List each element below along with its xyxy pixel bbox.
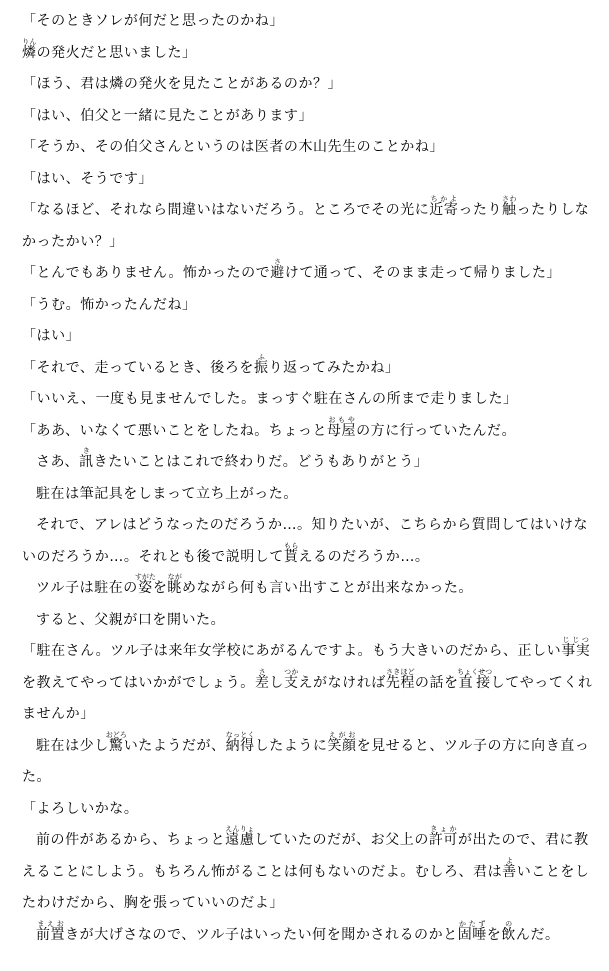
text-run: を教えてやってはいかがでしょう。 <box>22 674 255 691</box>
paragraph <box>22 384 595 416</box>
ruby-base: 善 <box>502 863 517 880</box>
ruby-reading: まえお <box>36 919 66 928</box>
ruby-reading: よ <box>502 856 517 865</box>
ruby-base: 驚 <box>105 737 127 754</box>
ruby-base: 眺 <box>167 580 182 596</box>
ruby-annotated-word <box>36 919 66 943</box>
paragraph <box>22 101 595 133</box>
ruby-base: 母屋 <box>327 422 357 439</box>
ruby-reading: りん <box>22 37 37 46</box>
text-run: してやってくれませんか」 <box>22 674 593 722</box>
ruby-reading: もら <box>283 541 299 550</box>
text-run: 「うむ。怖かったんだね」 <box>22 296 197 313</box>
text-run: 駐在は筆記具をしまって立ち上がった。 <box>36 485 298 502</box>
ruby-reading: ちょくせつ <box>457 667 493 676</box>
ruby-base: 前置 <box>36 926 66 943</box>
text-run: 「とんでもありません。怖かったので <box>22 265 271 281</box>
text-run: 「はい」 <box>22 328 81 344</box>
ruby-reading: ふ <box>253 352 269 361</box>
ruby-base: 姿 <box>134 580 156 596</box>
text-run: 「それで、走っているとき、後ろを <box>22 359 254 376</box>
ruby-reading: さきほど <box>385 667 415 676</box>
ruby-reading: すがた <box>134 573 156 581</box>
text-run: ツル子は駐在の <box>36 580 138 596</box>
paragraph <box>22 794 595 826</box>
text-run: し <box>269 674 284 691</box>
story-text <box>22 6 595 951</box>
paragraph <box>22 6 595 38</box>
text-run: 「ああ、いなくて悪いことをしたね。ちょっと <box>22 422 327 439</box>
ruby-annotated-word <box>428 825 458 848</box>
ruby-reading: なが <box>167 573 182 581</box>
text-run: 前の件があるから、ちょっと <box>36 832 226 848</box>
text-run: きたいことはこれで終わりだ。どうもありがとう」 <box>93 454 429 470</box>
paragraph <box>22 510 595 573</box>
ruby-annotated-word <box>502 856 517 880</box>
text-run: さあ、 <box>36 454 80 470</box>
text-run: り返ってみたかね」 <box>268 359 400 376</box>
paragraph <box>22 69 595 101</box>
text-run: 「駐在さん。ツル子は来年女学校にあがるんですよ。もう大きいのだから、正しい <box>22 643 562 659</box>
ruby-annotated-word <box>327 730 357 754</box>
ruby-annotated-word <box>561 636 591 659</box>
ruby-annotated-word <box>502 195 517 218</box>
paragraph <box>22 195 595 258</box>
text-run: を見せると、ツル子の方に向き直った。 <box>22 737 590 785</box>
ruby-reading: き <box>79 447 94 455</box>
ruby-base: 先程 <box>385 674 415 691</box>
ruby-base: 燐 <box>22 44 37 61</box>
ruby-annotated-word <box>501 919 516 943</box>
paragraph <box>22 290 595 322</box>
ruby-annotated-word <box>105 730 127 754</box>
paragraph <box>22 258 595 290</box>
ruby-base: 避 <box>270 265 285 281</box>
text-run: の話を <box>414 674 459 691</box>
text-run: えるのだろうか…。 <box>298 548 430 565</box>
ruby-annotated-word <box>429 195 459 218</box>
text-run: えがなければ <box>298 674 386 691</box>
ruby-annotated-word <box>225 730 255 754</box>
ruby-reading: おどろ <box>105 730 127 739</box>
text-run: 「よろしいかな。 <box>22 800 139 817</box>
ruby-annotated-word <box>254 667 270 691</box>
ruby-base: 許可 <box>428 832 458 848</box>
text-run: 「なるほど、それなら間違いはないだろう。ところでその光に <box>22 202 430 218</box>
paragraph <box>22 731 595 794</box>
ruby-annotated-word <box>457 667 493 691</box>
ruby-annotated-word <box>225 825 255 848</box>
text-run: けて通って、そのまま走って帰りました」 <box>284 265 561 281</box>
paragraph <box>22 605 595 637</box>
paragraph <box>22 132 595 164</box>
ruby-reading: さ <box>270 258 285 266</box>
ruby-annotated-word <box>283 541 299 565</box>
ruby-reading: えがお <box>327 730 357 739</box>
paragraph <box>22 573 595 605</box>
text-run: したように <box>254 737 328 754</box>
ruby-annotated-word <box>134 573 156 596</box>
text-run: ったり <box>458 202 503 218</box>
ruby-annotated-word <box>283 667 299 691</box>
text-run: ったりしなかったかい？」 <box>22 202 590 250</box>
text-run: いことをしたわけだから、胸を張っていいのだよ」 <box>22 863 590 911</box>
text-run: 駐在は少し <box>36 737 109 754</box>
ruby-base: 振 <box>253 359 269 376</box>
ruby-base: 固唾 <box>457 926 487 943</box>
ruby-reading: の <box>501 919 516 928</box>
ruby-reading: さわ <box>502 195 517 203</box>
ruby-reading: きょか <box>428 825 458 833</box>
text-run: の方に行っていたんだ。 <box>356 422 517 439</box>
ruby-base: 直接 <box>457 674 493 691</box>
paragraph <box>22 38 595 70</box>
text-run: 「はい、伯父と一緒に見たことがあります」 <box>22 107 313 124</box>
ruby-annotated-word <box>385 667 415 691</box>
paragraph <box>22 479 595 511</box>
ruby-annotated-word <box>22 37 37 61</box>
ruby-base: 差 <box>254 674 270 691</box>
ruby-base: 触 <box>502 202 517 218</box>
paragraph <box>22 321 595 353</box>
paragraph <box>22 447 595 479</box>
text-run: していたのだが、お父上の <box>254 832 429 848</box>
paragraph <box>22 353 595 385</box>
text-run: 「いいえ、一度も見ませんでした。まっすぐ駐在さんの所まで走りました」 <box>22 391 518 407</box>
ruby-base: 遠慮 <box>225 832 255 848</box>
text-run: きが大げさなので、ツル子はいったい何を聞かされるのかと <box>65 926 458 943</box>
text-run: すると、父親が口を開いた。 <box>36 611 226 628</box>
paragraph <box>22 920 595 952</box>
text-run: 「そうか、その伯父さんというのは医者の木山先生のことかね」 <box>22 139 444 155</box>
paragraph <box>22 164 595 196</box>
ruby-reading: かたず <box>457 919 487 928</box>
text-run: が出たので、君に教えることにしよう。もちろん怖がることは何もないのだよ。むしろ、君は <box>22 832 589 880</box>
text-run: それで、アレはどうなったのだろうか…。知りたいが、こちらから質問してはいけないのだろうか…。それとも後で説明して <box>22 517 589 565</box>
ruby-annotated-word <box>457 919 487 943</box>
ruby-base: 支 <box>283 674 299 691</box>
paragraph <box>22 825 595 920</box>
paragraph <box>22 636 595 731</box>
paragraph <box>22 416 595 448</box>
ruby-reading: なっとく <box>225 730 255 739</box>
ruby-base: 訊 <box>79 454 94 470</box>
ruby-reading: じじつ <box>561 636 591 644</box>
ruby-base: 事実 <box>561 643 591 659</box>
text-run: を <box>486 926 502 943</box>
text-run: の発火だと思いました」 <box>36 44 197 61</box>
ruby-annotated-word <box>79 447 94 470</box>
ruby-reading: つか <box>283 667 299 676</box>
ruby-reading: えんりょ <box>225 825 255 833</box>
text-run: 「そのときソレが何だと思ったのかね」 <box>22 13 284 29</box>
ruby-reading: ちかよ <box>429 195 459 203</box>
text-run: めながら何も言い出すことが出来なかった。 <box>181 580 473 596</box>
text-run: 「ほう、君は燐の発火を見たことがあるのか？」 <box>22 76 343 92</box>
ruby-base: 貰 <box>283 548 299 565</box>
ruby-annotated-word <box>327 415 357 439</box>
ruby-reading: さ <box>254 667 270 676</box>
ruby-base: 笑顔 <box>327 737 357 754</box>
ruby-annotated-word <box>167 573 182 596</box>
ruby-reading: おもや <box>327 415 357 424</box>
text-run: 「はい、そうです」 <box>22 170 153 187</box>
ruby-base: 飲 <box>501 926 516 943</box>
ruby-base: 近寄 <box>429 202 459 218</box>
ruby-annotated-word <box>253 352 269 376</box>
text-run: を <box>152 580 168 596</box>
text-run: んだ。 <box>515 926 560 943</box>
text-run: いたようだが、 <box>123 737 226 754</box>
ruby-base: 納得 <box>225 737 255 754</box>
ruby-annotated-word <box>270 258 285 281</box>
